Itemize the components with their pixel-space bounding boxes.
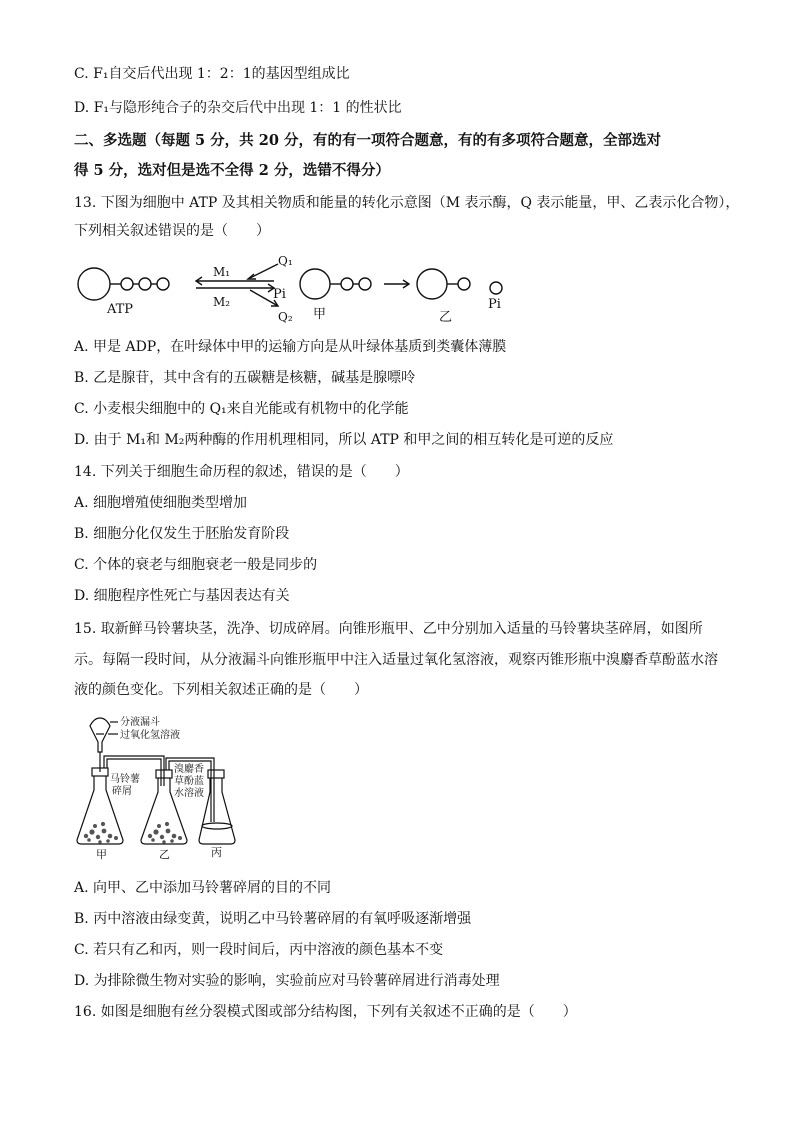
q15-stem-line1: 15. 取新鲜马铃薯块茎，洗净、切成碎屑。向锥形瓶甲、乙中分别加入适量的马铃薯块茎碎屑，如图所: [74, 621, 703, 637]
q14-option-d: D. 细胞程序性死亡与基因表达有关: [74, 588, 290, 604]
q12-option-d: D. F₁与隐形纯合子的杂交后代中出现 1：1 的性状比: [74, 100, 402, 116]
section-heading-line1: 二、多选题（每题 5 分，共 20 分，有的有一项符合题意，有的有多项符合题意，全部选对: [74, 132, 661, 149]
h2o2-label: 过氧化氢溶液: [120, 730, 180, 741]
q2-label: Q₂: [278, 310, 293, 324]
q15-stem-line2: 示。每隔一段时间，从分液漏斗向锥形瓶甲中注入适量过氧化氢溶液，观察丙锥形瓶中溴麝香草酚蓝水溶: [74, 652, 718, 668]
jia-label: 甲: [313, 307, 327, 322]
q16-stem: 16. 如图是细胞有丝分裂模式图或部分结构图，下列有关叙述不正确的是（ ）: [74, 1004, 577, 1020]
yi-adenosine-circle: [417, 269, 447, 299]
yi-label: 乙: [439, 310, 453, 325]
btb-label-2: 草酚蓝: [174, 776, 204, 787]
funnel-body: [90, 718, 110, 752]
flask-yi-label: 乙: [159, 848, 170, 861]
atp-conversion-diagram: [70, 248, 520, 328]
q14-option-b: B. 细胞分化仅发生于胚胎发育阶段: [74, 526, 290, 542]
q14-option-a: A. 细胞增殖使细胞类型增加: [74, 495, 248, 511]
potato-crumbs-jia: [84, 822, 118, 844]
atp-adenosine-circle: [78, 268, 110, 300]
pi-circle: [490, 282, 502, 294]
q13-option-c: C. 小麦根尖细胞中的 Q₁来自光能或有机物中的化学能: [74, 401, 409, 417]
q1-label: Q₁: [278, 254, 293, 268]
q13-option-a: A. 甲是 ADP，在叶绿体中甲的运输方向是从叶绿体基质到类囊体薄膜: [74, 339, 507, 355]
q1-arrow: [248, 264, 278, 279]
q13-stem-line1: 13. 下图为细胞中 ATP 及其相关物质和能量的转化示意图（M 表示酶，Q 表示能量，甲、乙表示化合物），: [74, 195, 740, 211]
q15-option-d: D. 为排除微生物对实验的影响，实验前应对马铃薯碎屑进行消毒处理: [74, 973, 500, 989]
apparatus-diagram: [72, 712, 272, 862]
q15-option-c: C. 若只有乙和丙，则一段时间后，丙中溶液的颜色基本不变: [74, 942, 444, 958]
q13-option-d: D. 由于 M₁和 M₂两种酶的作用机理相同，所以 ATP 和甲之间的相互转化是可逆的反应: [74, 432, 614, 448]
btb-label-3: 水溶液: [174, 788, 204, 799]
atp-label: ATP: [106, 302, 134, 317]
q15-stem-line3: 液的颜色变化。下列相关叙述正确的是（ ）: [74, 682, 368, 698]
q13-stem-line2: 下列相关叙述错误的是（ ）: [74, 223, 270, 239]
potato-crumbs-yi: [148, 822, 182, 844]
atp-phosphate-1: [121, 278, 133, 290]
btb-label-1: 溴麝香: [174, 764, 204, 775]
section-heading-line2: 得 5 分，选对但是选不全得 2 分，选错不得分）: [74, 162, 390, 179]
potato-label-1: 马铃薯: [110, 774, 140, 785]
q15-option-a: A. 向甲、乙中添加马铃薯碎屑的目的不同: [74, 880, 332, 896]
m2-label: M₂: [213, 295, 231, 309]
flask-bing: [199, 778, 235, 844]
potato-label-2: 碎屑: [112, 786, 132, 797]
funnel-label: 分液漏斗: [120, 717, 160, 728]
m1-label: M₁: [213, 265, 231, 279]
bing-liquid-surface: [202, 823, 232, 829]
q15-option-b: B. 丙中溶液由绿变黄，说明乙中马铃薯碎屑的有氧呼吸逐渐增强: [74, 911, 472, 927]
q14-stem: 14. 下列关于细胞生命历程的叙述，错误的是（ ）: [74, 464, 409, 480]
q13-option-b: B. 乙是腺苷，其中含有的五碳糖是核糖，碱基是腺嘌呤: [74, 370, 416, 386]
pi-label-right: Pi: [488, 297, 501, 312]
flask-bing-label: 丙: [211, 846, 222, 859]
atp-phosphate-3: [157, 278, 169, 290]
q14-option-c: C. 个体的衰老与细胞衰老一般是同步的: [74, 557, 318, 573]
atp-phosphate-2: [139, 278, 151, 290]
q12-option-c: C. F₁自交后代出现 1：2：1的基因型组成比: [74, 66, 350, 82]
jia-adenosine-circle: [300, 269, 330, 299]
flask-jia-label: 甲: [96, 848, 107, 861]
pi-label-left: Pi: [273, 287, 286, 302]
